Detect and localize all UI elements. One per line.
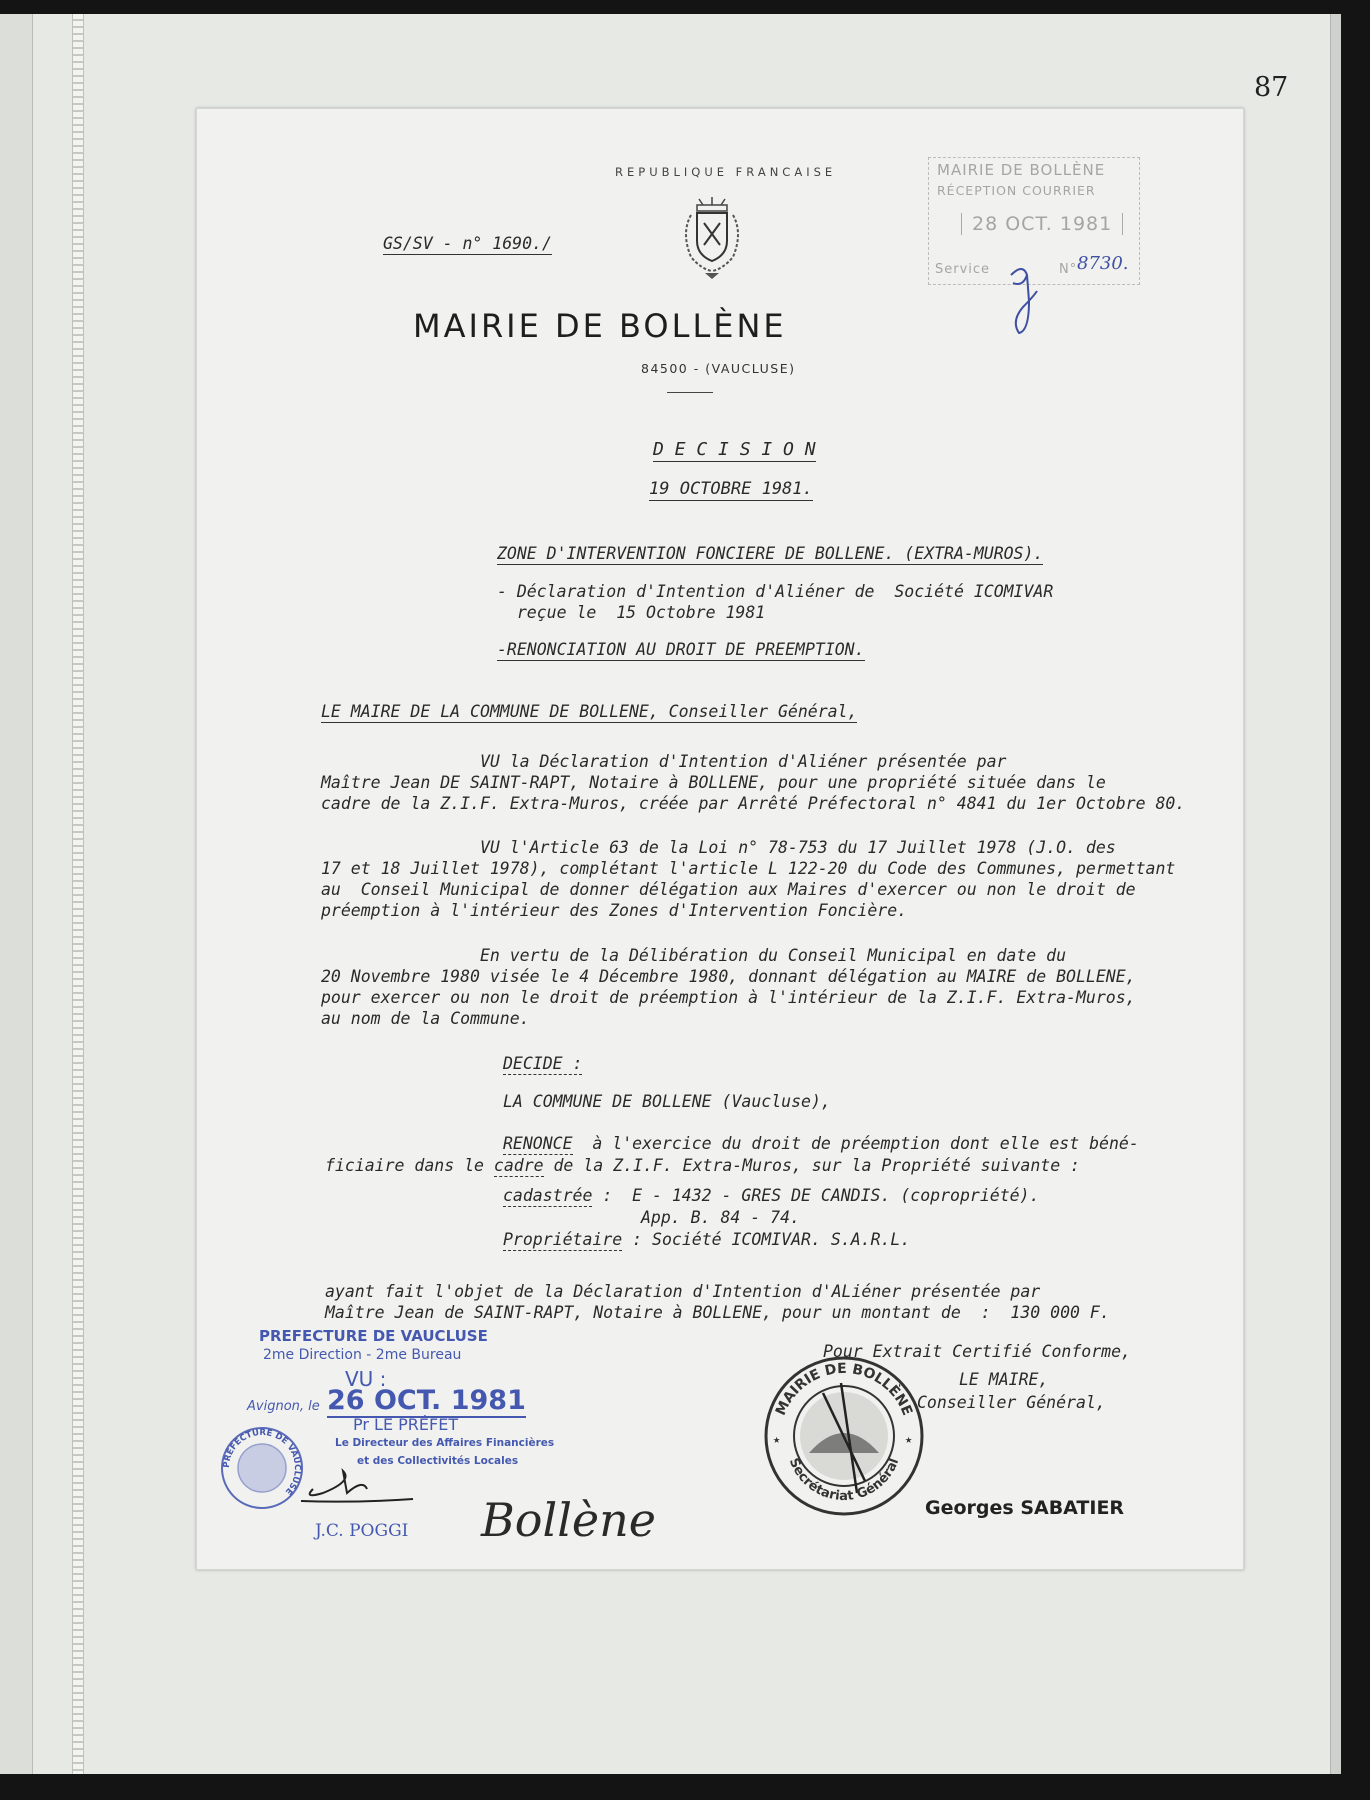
header-divider <box>667 392 713 393</box>
zone-title: ZONE D'INTERVENTION FONCIERE DE BOLLENE. (EXTRA-MUROS). <box>497 544 1044 563</box>
prefecture-stamp-directeur-1: Le Directeur des Affaires Financières <box>335 1437 555 1449</box>
prefecture-official-name: J.C. POGGI <box>315 1521 409 1541</box>
prefecture-stamp-line1: PREFECTURE DE VAUCLUSE <box>259 1327 488 1345</box>
vu-article-4: préemption à l'intérieur des Zones d'Intervention Foncière. <box>321 901 908 920</box>
reception-stamp-date: 28 OCT. 1981 <box>961 213 1123 235</box>
reception-stamp-line2: RÉCEPTION COURRIER <box>937 183 1096 198</box>
vu-declaration-3: cadre de la Z.I.F. Extra-Muros, créée par Arrêté Préfectoral n° 4841 du 1er Octobre 80. <box>321 794 1186 813</box>
mayor-name: Georges SABATIER <box>925 1497 1125 1519</box>
renonciation-title: -RENONCIATION AU DROIT DE PREEMPTION. <box>497 640 865 659</box>
vu-declaration-2: Maître Jean DE SAINT-RAPT, Notaire à BOLLENE, pour une propriété située dans le <box>321 773 1106 792</box>
reception-stamp-number-label: N° <box>1059 262 1078 277</box>
certifie-conforme: Pour Extrait Certifié Conforme, <box>823 1342 1131 1361</box>
page-edge <box>1330 14 1341 1774</box>
vu-article-2: 17 et 18 Juillet 1978), complétant l'article L 122-20 du Code des Communes, permettant <box>321 859 1176 878</box>
binding-spine <box>72 14 84 1774</box>
vertu-1: En vertu de la Délibération du Conseil Municipal en date du <box>321 946 1067 965</box>
prefecture-seal-text: PRÉFECTURE DE VAUCLUSE <box>221 1427 303 1497</box>
reception-stamp-line1: MAIRIE DE BOLLÈNE <box>937 161 1106 179</box>
proprietaire-line: Propriétaire : Société ICOMIVAR. S.A.R.L. <box>503 1230 911 1249</box>
vertu-4: au nom de la Commune. <box>321 1009 530 1028</box>
prefecture-signature-icon <box>293 1459 433 1509</box>
commune-line: LA COMMUNE DE BOLLENE (Vaucluse), <box>503 1092 831 1111</box>
postcode-label: 84500 - (VAUCLUSE) <box>641 361 796 376</box>
mairie-title: MAIRIE DE BOLLÈNE <box>413 307 787 345</box>
prefecture-stamp-vu: VU : <box>345 1367 387 1391</box>
reception-stamp-service: Service <box>935 262 991 277</box>
renonce-line: RENONCE à l'exercice du droit de préemption dont elle est béné- <box>503 1134 1139 1153</box>
decision-date: 19 OCTOBRE 1981. <box>649 479 813 499</box>
handwritten-initial-icon <box>1003 261 1043 341</box>
seal-text-top: MAIRIE DE BOLLÈNE <box>772 1360 916 1418</box>
republique-label: REPUBLIQUE FRANCAISE <box>615 165 837 179</box>
maire-intro: LE MAIRE DE LA COMMUNE DE BOLLENE, Conseiller Général, <box>321 702 858 721</box>
decision-title: D E C I S I O N <box>653 439 816 460</box>
seal-text-bottom: Secrétariat Général <box>785 1456 903 1505</box>
vertu-2: 20 Novembre 1980 visée le 4 Décembre 1980, donnant délégation au MAIRE de BOLLENE, <box>321 967 1136 986</box>
svg-text:★: ★ <box>773 1432 781 1446</box>
ayant-line-1: ayant fait l'objet de la Déclaration d'Intention d'ALiéner présentée par <box>325 1282 1041 1301</box>
prefecture-stamp-directeur-2: et des Collectivités Locales <box>357 1455 519 1467</box>
reference-number: GS/SV - n° 1690./ <box>383 234 552 253</box>
declaration-line-1: - Déclaration d'Intention d'Aliéner de Société ICOMIVAR <box>497 582 1054 601</box>
document-sheet <box>196 108 1244 1570</box>
vu-declaration-1: VU la Déclaration d'Intention d'Aliéner présentée par <box>321 752 1007 771</box>
svg-text:★: ★ <box>905 1432 913 1446</box>
conseiller-label: Conseiller Général, <box>917 1393 1106 1412</box>
decide-label: DECIDE : <box>503 1054 583 1073</box>
prefecture-stamp-line2: 2me Direction - 2me Bureau <box>263 1347 462 1363</box>
folio-number: 87 <box>1254 72 1289 103</box>
declaration-line-2: reçue le 15 Octobre 1981 <box>497 603 766 622</box>
vu-article-3: au Conseil Municipal de donner délégation aux Maires d'exercer ou non le droit de <box>321 880 1136 899</box>
prefecture-stamp-prefet: Pr LE PRÉFET <box>353 1415 459 1434</box>
prefecture-stamp-avignon: Avignon, le <box>247 1399 320 1414</box>
prefecture-stamp-date: 26 OCT. 1981 <box>327 1385 526 1416</box>
vertu-3: pour exercer ou non le droit de préemption à l'intérieur de la Z.I.F. Extra-Muros, <box>321 988 1136 1007</box>
app-line: App. B. 84 - 74. <box>641 1208 800 1227</box>
beneficiaire-line: ficiaire dans le cadre de la Z.I.F. Extra-Muros, sur la Propriété suivante : <box>325 1156 1080 1175</box>
le-maire-label: LE MAIRE, <box>959 1370 1049 1389</box>
vu-article-1: VU l'Article 63 de la Loi n° 78-753 du 17 Juillet 1978 (J.O. des <box>321 838 1116 857</box>
ayant-line-2: Maître Jean de SAINT-RAPT, Notaire à BOLLENE, pour un montant de : 130 000 F. <box>325 1303 1110 1322</box>
mairie-seal <box>761 1353 927 1519</box>
coat-of-arms-icon <box>677 193 747 283</box>
reception-stamp-number: 8730. <box>1077 253 1129 274</box>
facing-page-edge <box>0 14 33 1774</box>
cadastree-line: cadastrée : E - 1432 - GRES DE CANDIS. (copropriété). <box>503 1186 1040 1205</box>
handwritten-note: Bollène <box>481 1493 656 1547</box>
